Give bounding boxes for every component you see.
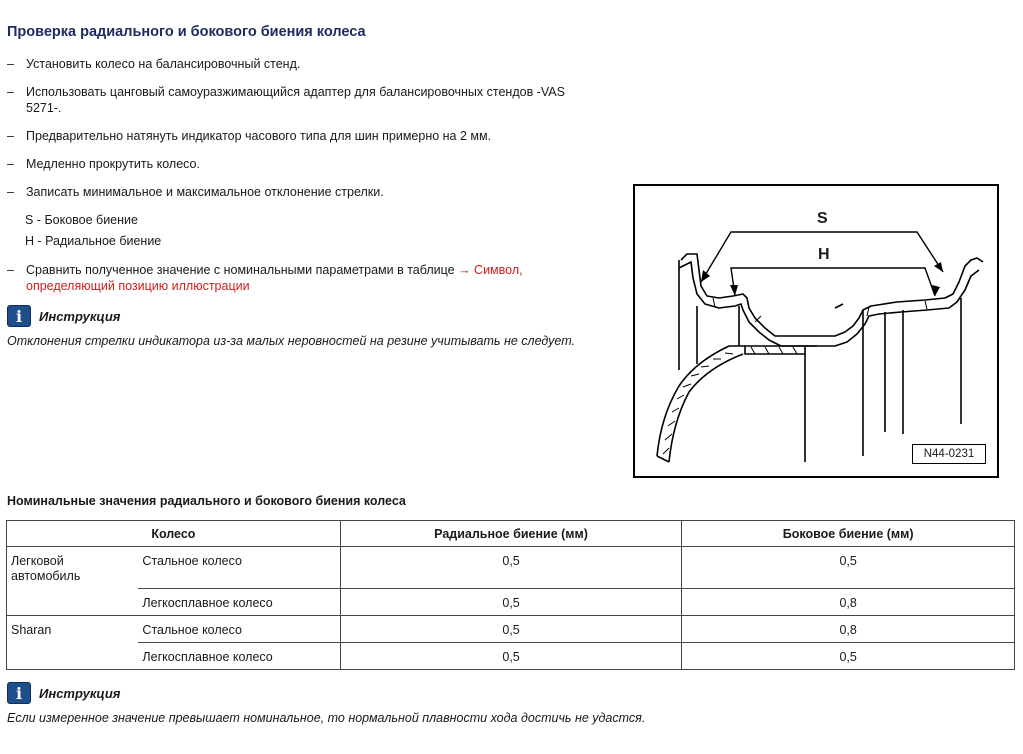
row-radial: 0,5 bbox=[340, 643, 682, 670]
compare-text: Сравнить полученное значение с номинальными параметрами в таблице bbox=[26, 263, 455, 277]
info-icon: i bbox=[7, 305, 31, 327]
link-arrow[interactable]: → bbox=[458, 263, 471, 277]
row-radial: 0,5 bbox=[340, 616, 682, 643]
row-lateral: 0,5 bbox=[682, 643, 1015, 670]
note-text: Отклонения стрелки индикатора из-за малых неровностей на резине учитывать не следует. bbox=[7, 334, 575, 348]
step-compare-values bbox=[7, 262, 567, 294]
runout-table bbox=[6, 520, 1015, 670]
row-lateral: 0,8 bbox=[682, 616, 1015, 643]
list-dash: – bbox=[7, 157, 14, 171]
illustration-position-link[interactable]: Символ, определяющий позицию иллюстрации bbox=[26, 263, 523, 293]
row-group: Sharan bbox=[7, 616, 139, 643]
step-adapter bbox=[7, 84, 597, 116]
step-text: Использовать цанговый самоуразжимающийся адаптер для балансировочных стендов -VAS 5271-. bbox=[26, 85, 565, 115]
step-text: Предварительно натянуть индикатор часового типа для шин примерно на 2 мм. bbox=[26, 129, 492, 143]
step-text bbox=[26, 262, 567, 294]
step-text: Медленно прокрутить колесо. bbox=[26, 157, 200, 171]
list-dash: – bbox=[7, 263, 14, 277]
row-group bbox=[7, 643, 139, 670]
step-rotate-wheel bbox=[7, 156, 607, 172]
list-dash: – bbox=[7, 85, 14, 99]
note-label: Инструкция bbox=[39, 308, 121, 324]
page-title: Проверка радиального и бокового биения колеса bbox=[7, 24, 366, 40]
legend-s: S - Боковое биение bbox=[25, 213, 138, 227]
list-dash: – bbox=[7, 57, 14, 71]
label-s: S bbox=[817, 210, 828, 227]
table-row bbox=[7, 616, 1015, 643]
row-wheel: Стальное колесо bbox=[138, 616, 340, 643]
row-lateral: 0,5 bbox=[682, 547, 1015, 589]
label-h: H bbox=[818, 246, 830, 263]
row-wheel: Стальное колесо bbox=[138, 547, 340, 589]
note-heading bbox=[7, 305, 120, 327]
note-heading bbox=[7, 682, 120, 704]
note-label: Инструкция bbox=[39, 685, 121, 701]
legend-h: H - Радиальное биение bbox=[25, 234, 162, 248]
step-text: Установить колесо на балансировочный стенд. bbox=[26, 57, 301, 71]
figure-code: N44-0231 bbox=[912, 444, 986, 464]
table-row bbox=[7, 589, 1015, 616]
row-group: Легковой автомобиль bbox=[7, 547, 139, 589]
row-radial: 0,5 bbox=[340, 547, 682, 589]
list-dash: – bbox=[7, 129, 14, 143]
wheel-rim-illustration bbox=[633, 184, 999, 478]
row-lateral: 0,8 bbox=[682, 589, 1015, 616]
row-radial: 0,5 bbox=[340, 589, 682, 616]
header-radial: Радиальное биение (мм) bbox=[340, 521, 682, 547]
step-mount-wheel bbox=[7, 56, 607, 72]
step-record-deviation bbox=[7, 184, 607, 200]
info-icon: i bbox=[7, 682, 31, 704]
header-wheel: Колесо bbox=[7, 521, 341, 547]
note-text: Если измеренное значение превышает номинальное, то нормальной плавности хода достичь не удастся. bbox=[7, 711, 646, 725]
table-title: Номинальные значения радиального и бокового биения колеса bbox=[7, 494, 406, 508]
row-wheel: Легкосплавное колесо bbox=[138, 589, 340, 616]
step-preload-indicator bbox=[7, 128, 607, 144]
list-dash: – bbox=[7, 185, 14, 199]
header-lateral: Боковое биение (мм) bbox=[682, 521, 1015, 547]
row-wheel: Легкосплавное колесо bbox=[138, 643, 340, 670]
table-header-row bbox=[7, 521, 1015, 547]
table-row bbox=[7, 643, 1015, 670]
rim-drawing bbox=[635, 186, 997, 476]
table-row bbox=[7, 547, 1015, 589]
step-text: Записать минимальное и максимальное отклонение стрелки. bbox=[26, 185, 384, 199]
row-group bbox=[7, 589, 139, 616]
